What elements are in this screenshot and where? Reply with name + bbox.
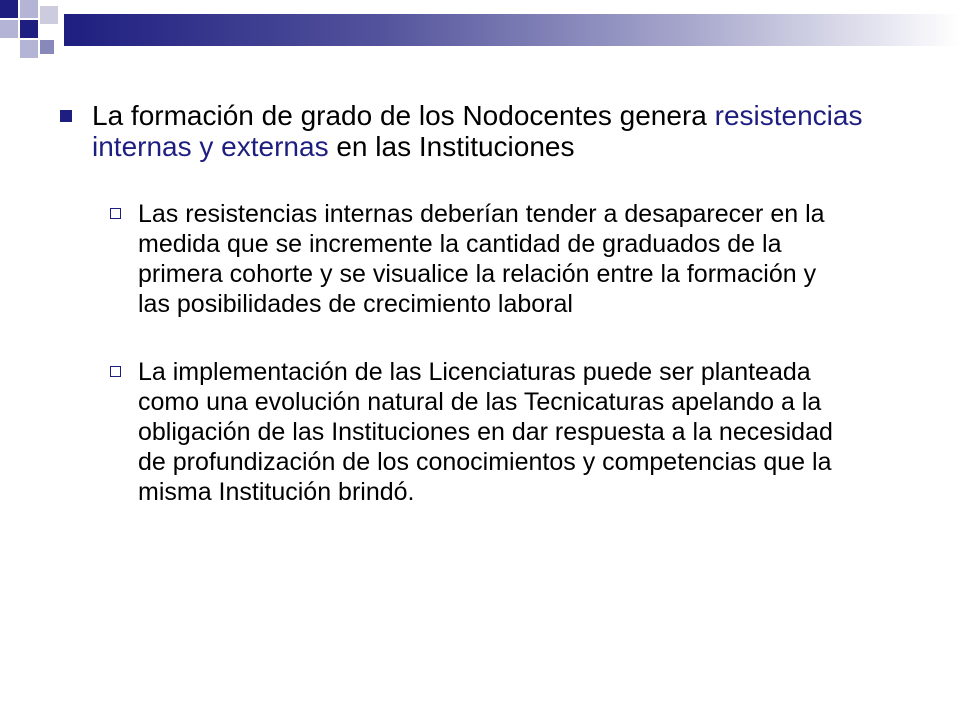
header-gradient-band — [64, 14, 960, 46]
sub-bullet-1-text: Las resistencias internas deberían tender a desaparecer en la medida que se incremente la cantidad de graduados de la primera cohorte y se visualice la relación entre la formación y las posibilidades de crecimiento laboral — [138, 200, 825, 318]
sub-bullet-2-text: La implementación de las Licenciaturas puede ser planteada como una evolución natural de las Tecnicaturas apelando a la obligación de las Instituciones en dar respuesta a la necesidad de profundización de los conocimientos y competencias que la misma Institución brindó. — [138, 358, 833, 506]
main-bullet-text: La formación de grado de los Nodocentes genera — [92, 100, 715, 131]
main-bullet-text-end: en las Instituciones — [328, 131, 575, 162]
sub-bullet-2 — [138, 357, 838, 507]
deco-square-6 — [20, 40, 38, 58]
main-bullet — [60, 100, 900, 162]
deco-square-1 — [0, 0, 18, 18]
header-decoration — [0, 0, 960, 60]
deco-square-3 — [0, 20, 18, 38]
deco-square-7 — [40, 40, 54, 54]
main-bullet-highlight: resistencias internas y externas — [92, 100, 863, 162]
deco-square-2 — [20, 0, 38, 18]
square-bullet-icon — [60, 110, 72, 122]
sub-bullet-1 — [138, 199, 838, 319]
deco-square-4 — [20, 20, 38, 38]
deco-square-5 — [40, 6, 58, 24]
hollow-square-bullet-icon — [110, 366, 121, 377]
slide-content — [60, 100, 900, 545]
hollow-square-bullet-icon — [110, 208, 121, 219]
